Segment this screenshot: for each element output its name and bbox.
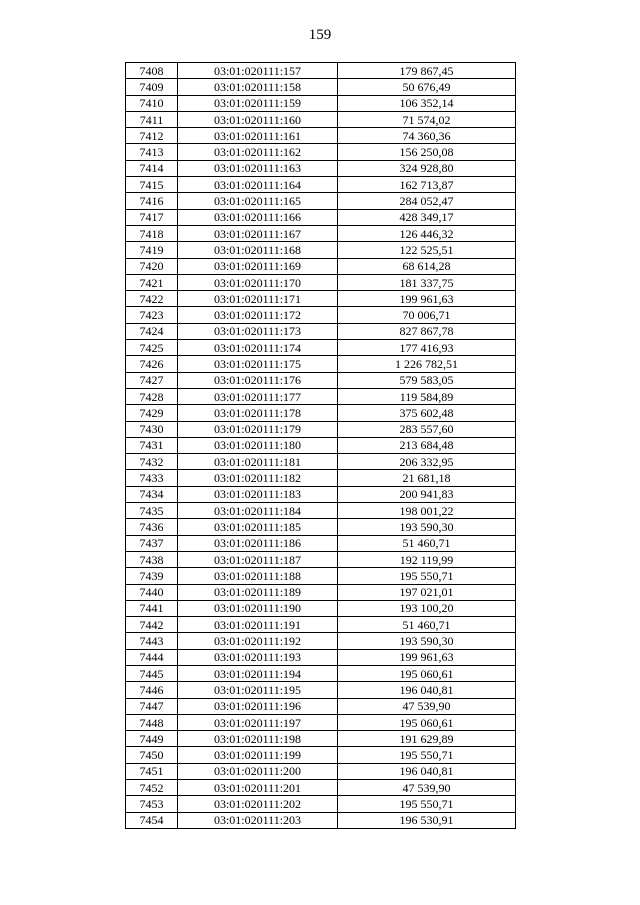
cadastral-number-cell: 03:01:020111:180 [178,437,338,453]
cadastral-number-cell: 03:01:020111:167 [178,225,338,241]
value-cell: 181 337,75 [338,274,516,290]
value-cell: 179 867,45 [338,63,516,79]
row-number-cell: 7419 [126,242,178,258]
row-number-cell: 7447 [126,698,178,714]
table-row [126,63,516,79]
row-number-cell: 7410 [126,95,178,111]
row-number-cell: 7424 [126,323,178,339]
value-cell: 324 928,80 [338,160,516,176]
row-number-cell: 7415 [126,177,178,193]
row-number-cell: 7412 [126,128,178,144]
value-cell: 50 676,49 [338,79,516,95]
cadastral-number-cell: 03:01:020111:169 [178,258,338,274]
value-cell: 126 446,32 [338,225,516,241]
value-cell: 195 550,71 [338,568,516,584]
cadastral-number-cell: 03:01:020111:175 [178,356,338,372]
table-row [126,519,516,535]
cadastral-number-cell: 03:01:020111:168 [178,242,338,258]
row-number-cell: 7425 [126,340,178,356]
table-row [126,274,516,290]
cadastral-number-cell: 03:01:020111:160 [178,111,338,127]
row-number-cell: 7428 [126,388,178,404]
table-row [126,584,516,600]
value-cell: 193 590,30 [338,519,516,535]
table-row [126,731,516,747]
table-row [126,242,516,258]
table-row [126,307,516,323]
cadastral-number-cell: 03:01:020111:170 [178,274,338,290]
row-number-cell: 7416 [126,193,178,209]
row-number-cell: 7443 [126,633,178,649]
value-cell: 47 539,90 [338,698,516,714]
table-row [126,79,516,95]
cadastral-number-cell: 03:01:020111:165 [178,193,338,209]
table-row [126,551,516,567]
value-cell: 51 460,71 [338,535,516,551]
value-cell: 283 557,60 [338,421,516,437]
value-cell: 199 961,63 [338,649,516,665]
cadastral-number-cell: 03:01:020111:187 [178,551,338,567]
cadastral-number-cell: 03:01:020111:200 [178,763,338,779]
value-cell: 119 584,89 [338,388,516,404]
value-cell: 375 602,48 [338,405,516,421]
row-number-cell: 7427 [126,372,178,388]
row-number-cell: 7430 [126,421,178,437]
cadastral-number-cell: 03:01:020111:184 [178,503,338,519]
table-row [126,128,516,144]
row-number-cell: 7449 [126,731,178,747]
row-number-cell: 7421 [126,274,178,290]
row-number-cell: 7438 [126,551,178,567]
cadastral-number-cell: 03:01:020111:196 [178,698,338,714]
cadastral-number-cell: 03:01:020111:201 [178,780,338,796]
cadastral-number-cell: 03:01:020111:179 [178,421,338,437]
cadastral-number-cell: 03:01:020111:162 [178,144,338,160]
value-cell: 196 530,91 [338,812,516,828]
value-cell: 284 052,47 [338,193,516,209]
value-cell: 51 460,71 [338,617,516,633]
cadastral-number-cell: 03:01:020111:195 [178,682,338,698]
value-cell: 156 250,08 [338,144,516,160]
row-number-cell: 7452 [126,780,178,796]
value-cell: 177 416,93 [338,340,516,356]
table-row [126,405,516,421]
table-row [126,535,516,551]
value-cell: 193 590,30 [338,633,516,649]
row-number-cell: 7446 [126,682,178,698]
value-cell: 21 681,18 [338,470,516,486]
value-cell: 71 574,02 [338,111,516,127]
cadastral-number-cell: 03:01:020111:186 [178,535,338,551]
row-number-cell: 7448 [126,714,178,730]
row-number-cell: 7411 [126,111,178,127]
table-row [126,388,516,404]
cadastral-number-cell: 03:01:020111:197 [178,714,338,730]
table-row [126,323,516,339]
row-number-cell: 7422 [126,291,178,307]
table-row [126,568,516,584]
table-row [126,600,516,616]
page-number: 159 [308,27,332,43]
cadastral-number-cell: 03:01:020111:194 [178,665,338,681]
row-number-cell: 7434 [126,486,178,502]
cadastral-number-cell: 03:01:020111:189 [178,584,338,600]
row-number-cell: 7442 [126,617,178,633]
table-row [126,714,516,730]
table-row [126,470,516,486]
row-number-cell: 7440 [126,584,178,600]
value-cell: 122 525,51 [338,242,516,258]
row-number-cell: 7436 [126,519,178,535]
value-cell: 106 352,14 [338,95,516,111]
cadastral-number-cell: 03:01:020111:192 [178,633,338,649]
cadastral-number-cell: 03:01:020111:203 [178,812,338,828]
row-number-cell: 7429 [126,405,178,421]
cadastral-number-cell: 03:01:020111:176 [178,372,338,388]
value-cell: 193 100,20 [338,600,516,616]
cadastral-number-cell: 03:01:020111:198 [178,731,338,747]
value-cell: 213 684,48 [338,437,516,453]
table-row [126,372,516,388]
row-number-cell: 7454 [126,812,178,828]
row-number-cell: 7432 [126,454,178,470]
value-cell: 195 060,61 [338,665,516,681]
value-cell: 70 006,71 [338,307,516,323]
table-row [126,812,516,828]
cadastral-number-cell: 03:01:020111:177 [178,388,338,404]
cadastral-number-cell: 03:01:020111:174 [178,340,338,356]
value-cell: 827 867,78 [338,323,516,339]
cadastral-number-cell: 03:01:020111:193 [178,649,338,665]
table-row [126,649,516,665]
table-row [126,356,516,372]
table-row [126,698,516,714]
cadastral-number-cell: 03:01:020111:178 [178,405,338,421]
cadastral-number-cell: 03:01:020111:158 [178,79,338,95]
value-cell: 162 713,87 [338,177,516,193]
row-number-cell: 7414 [126,160,178,176]
cadastral-number-cell: 03:01:020111:183 [178,486,338,502]
value-cell: 200 941,83 [338,486,516,502]
row-number-cell: 7444 [126,649,178,665]
cadastral-number-cell: 03:01:020111:188 [178,568,338,584]
table-row [126,486,516,502]
value-cell: 195 060,61 [338,714,516,730]
cadastral-number-cell: 03:01:020111:173 [178,323,338,339]
cadastral-number-cell: 03:01:020111:191 [178,617,338,633]
table-row [126,160,516,176]
value-cell: 47 539,90 [338,780,516,796]
table-row [126,437,516,453]
value-cell: 196 040,81 [338,763,516,779]
cadastral-number-cell: 03:01:020111:182 [178,470,338,486]
cadastral-number-cell: 03:01:020111:157 [178,63,338,79]
cadastral-number-cell: 03:01:020111:164 [178,177,338,193]
row-number-cell: 7445 [126,665,178,681]
row-number-cell: 7433 [126,470,178,486]
row-number-cell: 7441 [126,600,178,616]
table-row [126,95,516,111]
table-row [126,225,516,241]
table-row [126,503,516,519]
row-number-cell: 7423 [126,307,178,323]
value-cell: 197 021,01 [338,584,516,600]
row-number-cell: 7435 [126,503,178,519]
cadastral-number-cell: 03:01:020111:166 [178,209,338,225]
table-row [126,177,516,193]
value-cell: 68 614,28 [338,258,516,274]
row-number-cell: 7417 [126,209,178,225]
table-row [126,633,516,649]
value-cell: 74 360,36 [338,128,516,144]
row-number-cell: 7453 [126,796,178,812]
cadastral-number-cell: 03:01:020111:163 [178,160,338,176]
value-cell: 195 550,71 [338,747,516,763]
table-row [126,617,516,633]
table-row [126,144,516,160]
row-number-cell: 7408 [126,63,178,79]
value-cell: 195 550,71 [338,796,516,812]
table-row [126,291,516,307]
row-number-cell: 7409 [126,79,178,95]
table-row [126,796,516,812]
table-body [126,63,516,829]
value-cell: 191 629,89 [338,731,516,747]
row-number-cell: 7437 [126,535,178,551]
value-cell: 1 226 782,51 [338,356,516,372]
table-row [126,421,516,437]
value-cell: 198 001,22 [338,503,516,519]
cadastral-number-cell: 03:01:020111:202 [178,796,338,812]
cadastral-number-cell: 03:01:020111:181 [178,454,338,470]
value-cell: 428 349,17 [338,209,516,225]
table-row [126,258,516,274]
row-number-cell: 7439 [126,568,178,584]
cadastral-number-cell: 03:01:020111:172 [178,307,338,323]
table-row [126,209,516,225]
table-row [126,454,516,470]
table-row [126,682,516,698]
cadastral-number-cell: 03:01:020111:199 [178,747,338,763]
table-row [126,665,516,681]
cadastral-table [125,62,516,829]
row-number-cell: 7426 [126,356,178,372]
row-number-cell: 7451 [126,763,178,779]
cadastral-number-cell: 03:01:020111:161 [178,128,338,144]
value-cell: 579 583,05 [338,372,516,388]
cadastral-number-cell: 03:01:020111:159 [178,95,338,111]
cadastral-number-cell: 03:01:020111:190 [178,600,338,616]
table-row [126,193,516,209]
row-number-cell: 7418 [126,225,178,241]
value-cell: 206 332,95 [338,454,516,470]
row-number-cell: 7420 [126,258,178,274]
value-cell: 196 040,81 [338,682,516,698]
row-number-cell: 7450 [126,747,178,763]
table-row [126,780,516,796]
value-cell: 192 119,99 [338,551,516,567]
cadastral-number-cell: 03:01:020111:171 [178,291,338,307]
table-row [126,763,516,779]
table-row [126,111,516,127]
cadastral-number-cell: 03:01:020111:185 [178,519,338,535]
table-row [126,340,516,356]
table-row [126,747,516,763]
value-cell: 199 961,63 [338,291,516,307]
row-number-cell: 7431 [126,437,178,453]
row-number-cell: 7413 [126,144,178,160]
